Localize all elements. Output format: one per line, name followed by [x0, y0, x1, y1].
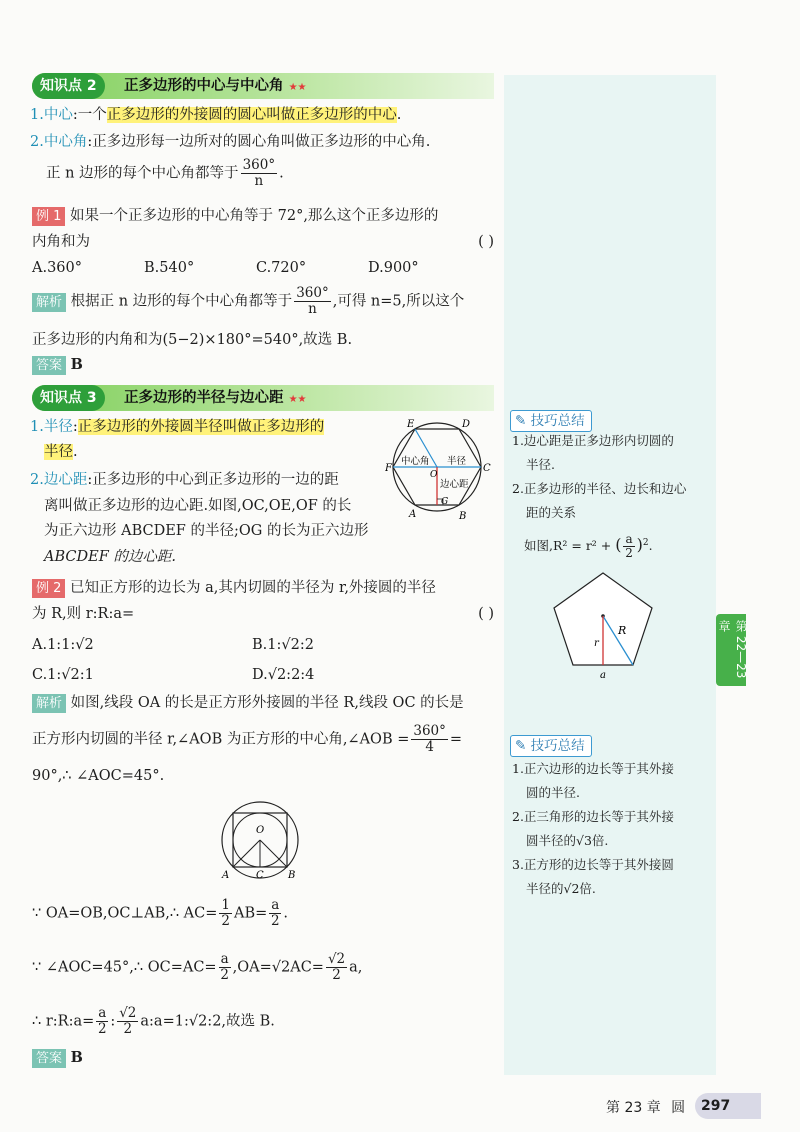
tips2-item1b: 圆的半径.	[526, 785, 580, 800]
ex2-option-b: B.1:√2:2	[252, 637, 314, 653]
ex1-answer-paren: ( )	[478, 234, 494, 250]
label-f: F	[385, 463, 392, 474]
ex2-step2	[32, 952, 362, 983]
ex2-analysis-line3: 90°,∴ ∠AOC=45°.	[32, 768, 165, 784]
footer-title: 圆	[671, 1100, 686, 1116]
label-apothem: 边心距	[440, 479, 469, 490]
ex2-q1: 已知正方形的边长为 a,其内切圆的半径为 r,外接圆的半径	[70, 580, 436, 596]
kp2-l1-end: .	[396, 107, 402, 123]
kp3-l1b-end: .	[73, 444, 78, 460]
kp3-line1b	[44, 441, 78, 463]
ex2-s2-num: a	[220, 951, 229, 967]
tips2-item3b: 半径的√2倍.	[526, 881, 596, 896]
kp3-header	[32, 385, 494, 411]
label-center-angle: 中心角	[401, 456, 430, 467]
ex1-analysis-line1	[32, 286, 464, 317]
ex2-s3-num: a	[98, 1005, 107, 1021]
ex1-line2	[32, 231, 494, 253]
kp3-line2	[30, 469, 339, 491]
difficulty-stars-icon: ★★	[288, 82, 307, 93]
label-a: a	[600, 670, 606, 681]
chapter-tab[interactable]	[716, 614, 746, 686]
ex2-s2-frac1	[219, 952, 231, 983]
ex1-q1: 如果一个正多边形的中心角等于 72°,那么这个正多边形的	[70, 208, 439, 224]
kp3-line3: 离叫做正多边形的边心距.如图,OC,OE,OF 的长	[44, 498, 352, 514]
tips1-item2a: 2.正多边形的半径、边长和边心	[512, 481, 687, 496]
ex2-analysis-badge: 解析	[32, 694, 66, 713]
chapter-tab-label: 第 22—23 章	[717, 620, 748, 679]
tips2-header	[510, 735, 592, 757]
ex2-line1	[32, 577, 436, 599]
label-a: A	[222, 870, 230, 881]
ex2-s1-pre: ∵ OA=OB,OC⊥AB,∴ AC=	[32, 905, 218, 922]
tips2-item3a: 3.正方形的边长等于其外接圆	[512, 857, 674, 872]
hexagon-figure	[385, 415, 497, 525]
kp3-l2-text: :正多边形的中心到正多边形的一边的距	[87, 472, 339, 488]
kp2-l3-end: .	[279, 165, 284, 182]
kp2-l2-text: :正多边形每一边所对的圆心角叫做正多边形的中心角.	[87, 134, 431, 150]
ex1-option-c: C.720°	[256, 260, 307, 276]
ex1-option-d: D.900°	[368, 260, 419, 276]
tips1-i3-pre: 如图,R² = r² +	[524, 538, 616, 554]
ex2-s2-pre: ∵ ∠AOC=45°,∴ OC=AC=	[32, 959, 217, 976]
kp2-title	[124, 73, 307, 101]
kp2-line2	[30, 131, 430, 153]
ex2-s3-frac1	[96, 1006, 108, 1037]
label-c: C	[483, 463, 491, 474]
ex2-option-d: D.√2:2:4	[252, 667, 315, 683]
label-g: G	[441, 497, 449, 507]
ex2-s2-den: 2	[220, 967, 229, 983]
kp2-l3-pre: 正 n 边形的每个中心角都等于	[46, 165, 239, 182]
tips-icon: ✎	[515, 738, 527, 754]
tips-icon: ✎	[515, 413, 527, 429]
ex2-s2-mid: ,OA=√2AC=	[232, 959, 324, 976]
ex2-s1-frac2	[269, 898, 281, 929]
difficulty-stars-icon: ★★	[288, 394, 307, 405]
tips1-i3-num: a	[625, 532, 633, 547]
pentagon-figure	[548, 568, 658, 682]
tips2-item2b: 圆半径的√3倍.	[526, 833, 609, 848]
kp2-l1-pre: 一个	[77, 107, 107, 123]
ex2-jx2-den: 4	[425, 739, 434, 755]
ex2-step1	[32, 898, 288, 929]
label-b: B	[459, 511, 467, 522]
square-circle-figure	[212, 800, 308, 882]
ex2-s3-mid: :	[110, 1013, 116, 1030]
tips2-item1a: 1.正六边形的边长等于其外接	[512, 761, 674, 776]
kp3-title	[124, 385, 307, 413]
ex2-answer-line	[32, 1047, 83, 1069]
ex2-s1-num: 1	[221, 897, 230, 913]
footer-chapter	[606, 1097, 685, 1117]
ex2-s2-num2: √2	[327, 951, 346, 967]
kp3-l1-highlight: 正多边形的外接圆半径叫做正多边形的	[77, 419, 325, 435]
kp2-l1-term: 中心	[43, 107, 73, 123]
ex2-s1-num2: a	[271, 897, 280, 913]
tips2-item2a: 2.正三角形的边长等于其外接	[512, 809, 674, 824]
ex1-badge: 例 1	[32, 207, 65, 226]
ex1-answer-line	[32, 354, 83, 376]
ex2-answer-paren: ( )	[478, 606, 494, 622]
ex2-s3-den: 2	[97, 1021, 107, 1037]
tips1-title: 技巧总结	[530, 413, 585, 429]
ex2-s3-den2: 2	[123, 1021, 133, 1037]
kp3-tag: 知识点 3	[32, 385, 105, 411]
kp2-header	[32, 73, 494, 99]
kp3-l1-term: 半径	[43, 419, 73, 435]
label-a: A	[409, 509, 417, 520]
kp2-l3-fraction	[241, 158, 278, 189]
ex2-s1-den: 2	[221, 913, 230, 929]
kp2-tag: 知识点 2	[32, 73, 105, 99]
ex2-s3-end: a:a=1:√2:2,故选 B.	[140, 1013, 275, 1030]
paren-close: )	[636, 535, 643, 555]
ex2-s2-end: a,	[349, 959, 363, 976]
kp2-l1-highlight: 正多边形的外接圆的圆心叫做正多边形的中心	[106, 107, 397, 123]
ex2-s1-end: .	[283, 905, 288, 922]
kp2-l3-den: n	[254, 173, 264, 189]
tips1-frac	[623, 533, 634, 560]
kp2-l2-term: 中心角	[43, 134, 88, 150]
label-radius: 半径	[447, 456, 467, 467]
ex2-s3-pre: ∴ r:R:a=	[32, 1013, 95, 1030]
ex2-line2	[32, 603, 494, 625]
ex2-s1-mid: AB=	[234, 905, 268, 922]
kp3-title-text: 正多边形的半径与边心距	[124, 390, 284, 406]
label-small-r: r	[594, 638, 599, 649]
ex2-jx2-fraction	[411, 724, 448, 755]
ex1-jx1-num: 360°	[296, 285, 329, 301]
paren-open: (	[615, 535, 622, 555]
label-d: D	[462, 419, 471, 430]
ex1-analysis-line2: 正多边形的内角和为(5−2)×180°=540°,故选 B.	[32, 332, 353, 348]
ex1-answer: B	[70, 356, 83, 373]
kp2-line3	[46, 158, 284, 189]
tips1-item1a: 1.边心距是正多边形内切圆的	[512, 433, 674, 448]
ex2-s1-den2: 2	[271, 913, 280, 929]
ex1-option-b: B.540°	[144, 260, 195, 276]
kp2-l1-colon: :	[72, 107, 78, 123]
kp3-l2-num: 2.	[30, 472, 44, 488]
label-big-r: R	[618, 624, 627, 637]
ex1-option-a: A.360°	[32, 260, 83, 276]
kp3-line5: ABCDEF 的边心距.	[44, 549, 176, 565]
ex2-analysis-line2	[32, 724, 462, 755]
kp2-title-text: 正多边形的中心与中心角	[124, 78, 284, 94]
ex2-jx2-post: =	[449, 731, 463, 748]
kp2-line1	[30, 104, 401, 126]
kp2-l3-num: 360°	[242, 157, 276, 173]
ex1-jx1-pre: 根据正 n 边形的每个中心角都等于	[70, 293, 293, 310]
tips1-item1b: 半径.	[526, 457, 555, 472]
ex2-s3-num2: √2	[119, 1005, 137, 1021]
label-b: B	[288, 870, 296, 881]
label-o: O	[430, 470, 438, 480]
label-o: O	[256, 825, 265, 836]
kp3-line1	[30, 416, 324, 438]
ex1-jx1-fraction	[294, 286, 331, 317]
ex2-answer-badge: 答案	[32, 1049, 66, 1068]
ex2-step3	[32, 1006, 275, 1037]
footer-chapter-num: 第 23 章	[606, 1100, 661, 1116]
ex2-q2: 为 R,则 r:R:a=	[32, 606, 135, 622]
page-number: 297	[695, 1093, 761, 1119]
ex2-answer: B	[70, 1049, 83, 1066]
tips1-item2b: 距的关系	[526, 505, 577, 520]
kp3-l1-num: 1.	[30, 419, 44, 435]
tips1-item3	[524, 528, 653, 561]
ex2-s2-den2: 2	[332, 967, 341, 983]
ex1-jx1-post: ,可得 n=5,所以这个	[332, 293, 465, 310]
ex2-s1-frac1	[219, 898, 232, 929]
kp3-l1b-highlight: 半径	[44, 444, 73, 460]
label-c: C	[256, 870, 264, 881]
ex2-jx2-num: 360°	[413, 723, 446, 739]
ex2-badge: 例 2	[32, 579, 65, 598]
ex2-option-c: C.1:√2:1	[32, 667, 94, 683]
ex1-analysis-badge: 解析	[32, 293, 66, 312]
ex1-line1	[32, 205, 438, 227]
kp3-line4: 为正六边形 ABCDEF 的半径;OG 的长为正六边形	[44, 523, 369, 539]
ex2-s2-frac2	[326, 952, 347, 983]
ex2-option-a: A.1:1:√2	[32, 637, 94, 653]
ex2-jx1: 如图,线段 OA 的长是正方形外接圆的半径 R,线段 OC 的长是	[70, 695, 464, 711]
tips1-i3-den: 2	[625, 546, 633, 561]
kp2-l1-num: 1.	[30, 107, 44, 123]
kp2-l2-num: 2.	[30, 134, 44, 150]
ex2-analysis-line1	[32, 692, 464, 714]
ex1-answer-badge: 答案	[32, 356, 66, 375]
kp3-l2-term: 边心距	[43, 472, 88, 488]
tips2-title: 技巧总结	[530, 738, 585, 754]
tips1-i3-end: .	[648, 538, 653, 554]
label-e: E	[407, 419, 415, 430]
ex1-jx1-den: n	[308, 301, 317, 317]
kp3-l1-colon: :	[72, 419, 78, 435]
ex2-s3-frac2	[117, 1006, 138, 1037]
ex1-q2: 内角和为	[32, 234, 90, 250]
tips1-i3-sq: 2	[642, 538, 649, 548]
ex2-jx2-pre: 正方形内切圆的半径 r,∠AOB 为正方形的中心角,∠AOB =	[32, 731, 410, 748]
